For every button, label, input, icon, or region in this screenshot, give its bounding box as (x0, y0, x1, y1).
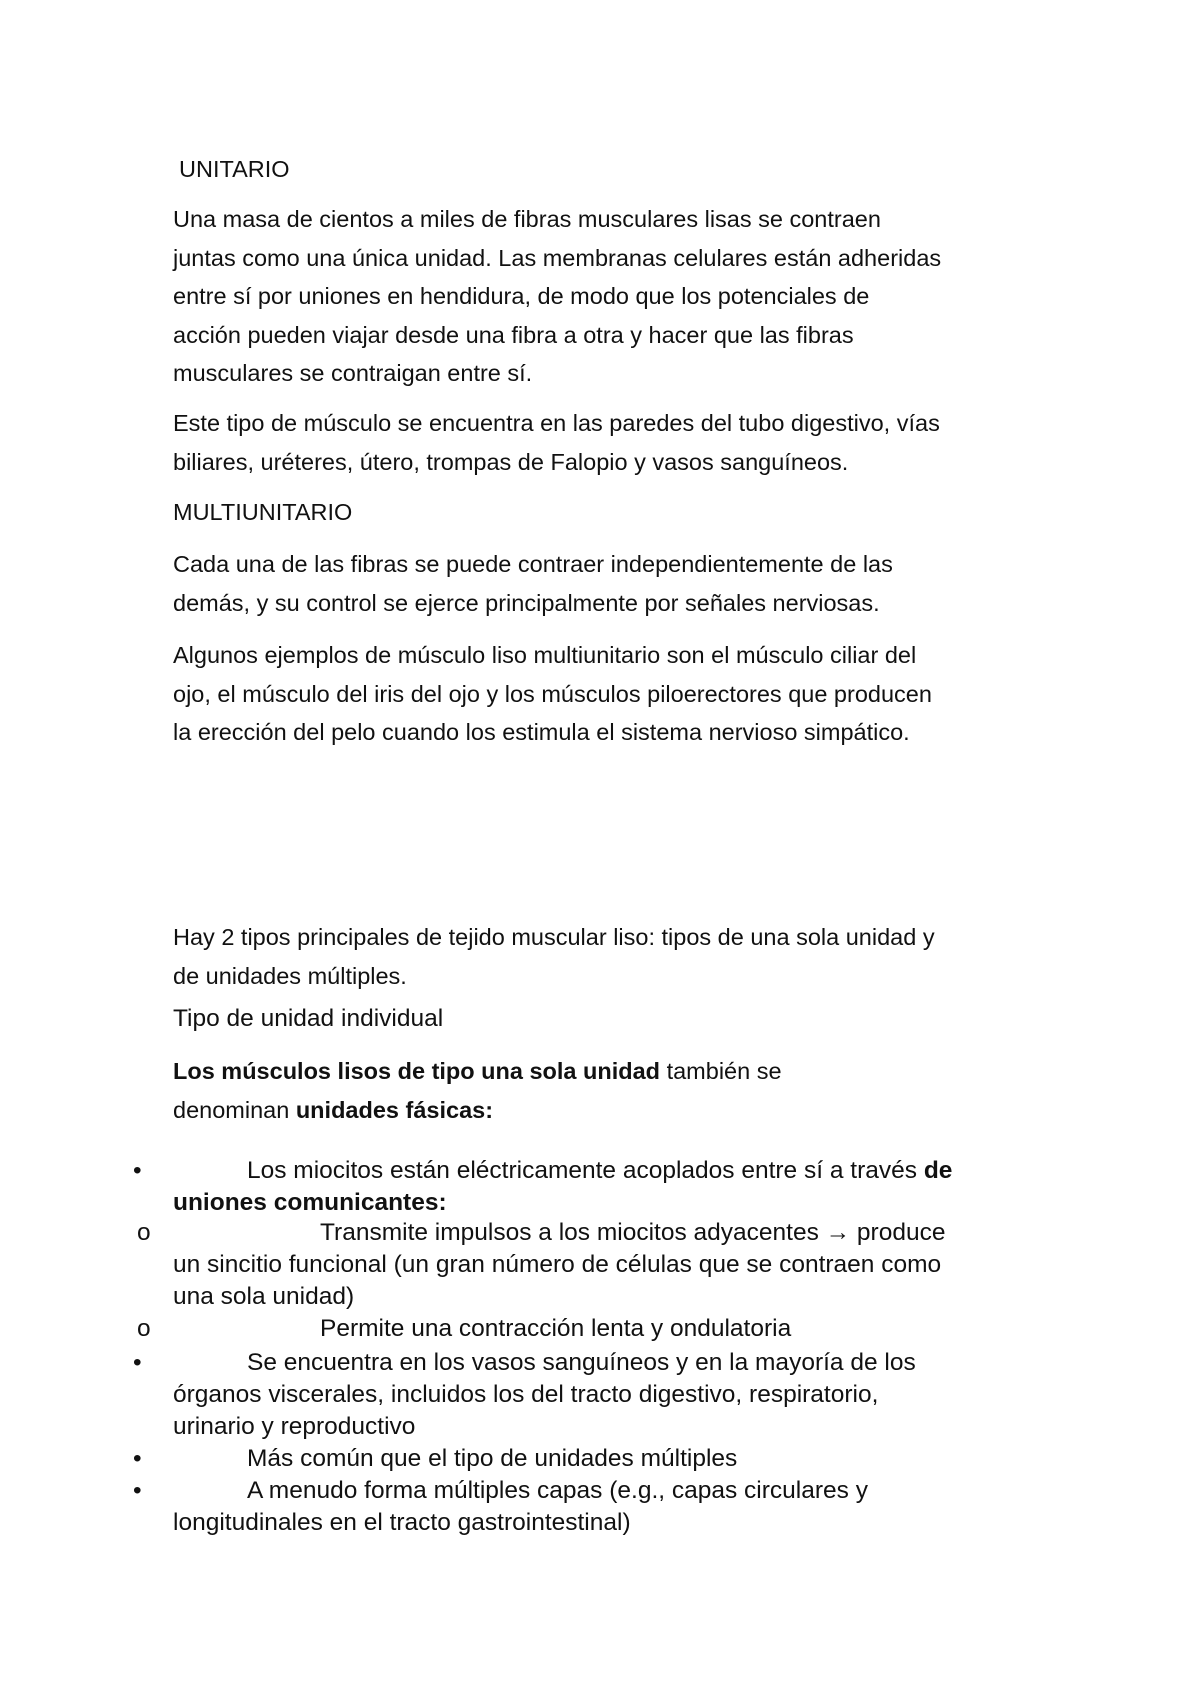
text-line: Cada una de las fibras se puede contraer independientemente de las (173, 551, 893, 577)
text-line: demás, y su control se ejerce principalmente por señales nerviosas. (173, 589, 880, 616)
text-line: una sola unidad) (173, 1283, 355, 1310)
text-line (173, 1155, 1053, 1187)
text-line (173, 1217, 1053, 1249)
bold-text: unidades fásicas: (295, 1096, 494, 1123)
text-line (173, 1443, 1053, 1475)
text-span: A menudo forma múltiples capas (e.g., capas circulares y (247, 1477, 868, 1504)
text-line: órganos viscerales, incluidos los del tracto digestivo, respiratorio, (173, 1381, 879, 1408)
list-item (133, 1443, 1053, 1475)
text-line (173, 1091, 493, 1130)
text-line: Una masa de cientos a miles de fibras musculares lisas se contraen (173, 206, 881, 232)
text-line: musculares se contraigan entre sí. (173, 360, 533, 386)
text-span: Los miocitos están eléctricamente acoplados entre sí a través (247, 1157, 924, 1184)
text-span: Transmite impulsos a los miocitos adyacentes → produce (320, 1219, 946, 1246)
list-item (133, 1475, 1053, 1539)
text-span: Se encuentra en los vasos sanguíneos y en la mayoría de los (247, 1349, 916, 1376)
text-span: Más común que el tipo de unidades múltiples (247, 1445, 738, 1472)
text-line: urinario y reproductivo (173, 1413, 416, 1440)
text-line: un sincitio funcional (un gran número de células que se contraen como (173, 1251, 942, 1278)
text-line: Este tipo de músculo se encuentra en las paredes del tubo digestivo, vías (173, 410, 940, 436)
bold-text: uniones comunicantes: (173, 1189, 447, 1216)
text-line: acción pueden viajar desde una fibra a otra y hacer que las fibras (173, 321, 854, 348)
bullet-icon: • (133, 1157, 142, 1184)
text-line: biliares, uréteres, útero, trompas de Falopio y vasos sanguíneos. (173, 448, 849, 475)
text-line: juntas como una única unidad. Las membranas celulares están adheridas (173, 244, 942, 271)
text-line: la erección del pelo cuando los estimula el sistema nervioso simpático. (173, 719, 910, 745)
bold-text: de (923, 1157, 953, 1184)
text-line: longitudinales en el tracto gastrointestinal) (173, 1509, 631, 1536)
text-line (173, 1347, 1053, 1379)
bullet-icon: • (133, 1445, 142, 1472)
heading-unitario: UNITARIO (179, 156, 290, 182)
list-item (133, 1347, 1053, 1443)
list-item (133, 1155, 1053, 1219)
text-line (173, 1313, 1053, 1345)
list-item (137, 1313, 1053, 1345)
bullet-icon: • (133, 1349, 142, 1376)
text-line (173, 1052, 782, 1091)
list-item (137, 1217, 1053, 1313)
circle-bullet-icon: o (137, 1219, 151, 1246)
subtitle-single-unit: Tipo de unidad individual (173, 1005, 444, 1032)
text-line: entre sí por uniones en hendidura, de modo que los potenciales de (173, 283, 870, 309)
bold-text: Los músculos lisos de tipo una sola unidad (173, 1058, 661, 1084)
text-span: denominan (173, 1096, 296, 1123)
text-line: Hay 2 tipos principales de tejido muscular liso: tipos de una sola unidad y (173, 924, 935, 950)
text-span: también se (660, 1058, 782, 1084)
heading-multiunitario: MULTIUNITARIO (173, 499, 353, 525)
text-line (173, 1475, 1053, 1507)
bullet-icon: • (133, 1477, 142, 1504)
text-line: ojo, el músculo del iris del ojo y los músculos piloerectores que producen (173, 680, 932, 707)
text-line: Algunos ejemplos de músculo liso multiunitario son el músculo ciliar del (173, 642, 917, 668)
text-span: Permite una contracción lenta y ondulatoria (320, 1315, 792, 1342)
circle-bullet-icon: o (137, 1315, 151, 1342)
text-line: de unidades múltiples. (173, 962, 407, 989)
